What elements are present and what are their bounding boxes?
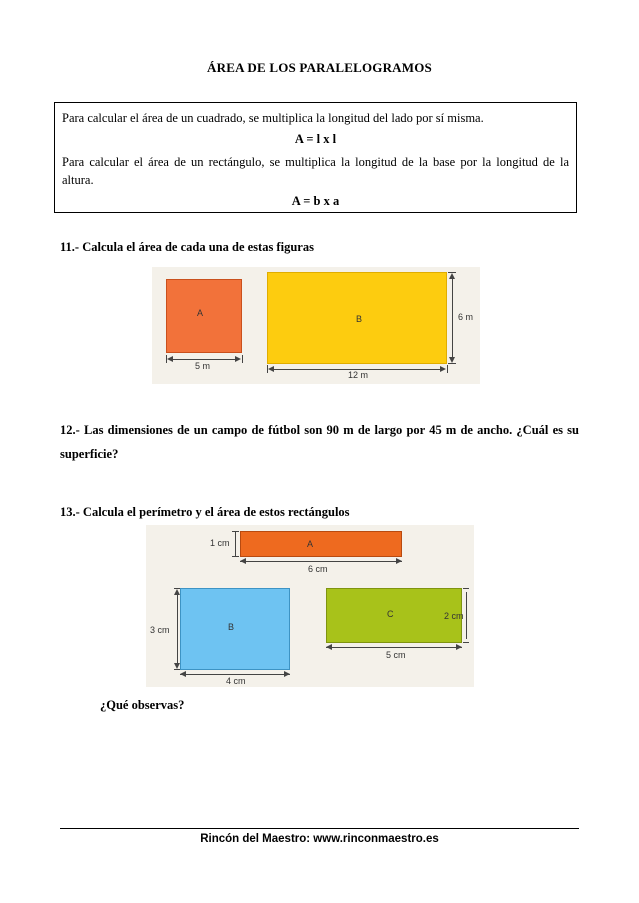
square-a-width-line	[170, 359, 238, 360]
rectangle-rule-text-line1: Para calcular el área de un rectángulo, se multiplica la longitud de la base por la longitud de la	[62, 155, 569, 169]
arrow-left	[167, 356, 173, 362]
square-rule-text: Para calcular el área de un cuadrado, se multiplica la longitud del lado por sí misma.	[62, 111, 484, 125]
rectangle-a-height-label: 1 cm	[210, 538, 230, 548]
tick	[463, 642, 469, 643]
square-a	[166, 279, 242, 353]
exercise-13-figure	[146, 525, 474, 687]
rectangle-b-width-label: 4 cm	[226, 676, 246, 686]
exercise-12-question-line2: superficie?	[60, 447, 119, 461]
rectangle-a-width-label: 6 cm	[308, 564, 328, 574]
square-a-label: A	[197, 308, 204, 318]
tick	[463, 588, 469, 589]
footer-divider	[60, 828, 579, 829]
exercise-12-question	[60, 418, 579, 466]
page-title: ÁREA DE LOS PARALELOGRAMOS	[207, 60, 432, 75]
square-formula: A = l x l	[294, 132, 337, 146]
square-a-width-label: 5 m	[195, 361, 211, 371]
rectangle-c-label: C	[387, 609, 394, 619]
rectangle-b-label: B	[228, 622, 235, 632]
arrow-right	[440, 366, 446, 372]
observation-question: ¿Qué observas?	[100, 698, 185, 712]
rectangle-b-height-line	[177, 592, 178, 666]
arrow-right	[456, 644, 462, 650]
rectangle-b	[267, 272, 447, 364]
rectangle-a-width-line	[240, 561, 402, 562]
rectangle-a-label: A	[307, 539, 314, 549]
exercise-12-question-line1: 12.- Las dimensiones de un campo de fútbol son 90 m de largo por 45 m de ancho. ¿Cuál es su	[60, 423, 579, 437]
rectangle-b-height-label: 3 cm	[150, 625, 170, 635]
tick	[242, 355, 243, 363]
tick	[447, 365, 448, 373]
rectangle-a	[240, 531, 402, 557]
arrow-right	[284, 671, 290, 677]
rectangle-c	[326, 588, 462, 643]
tick	[174, 669, 180, 670]
arrow-left	[180, 671, 186, 677]
exercise-11-figure	[152, 267, 480, 384]
arrow-right	[235, 356, 241, 362]
arrow-down	[174, 663, 180, 669]
rectangle-c-width-line	[326, 647, 462, 648]
exercise-11-question: 11.- Calcula el área de cada una de estas figuras	[60, 240, 314, 254]
arrow-left	[268, 366, 274, 372]
rectangle-b-width-label: 12 m	[348, 370, 369, 380]
rectangle-c-height-label: 2 cm	[444, 611, 464, 621]
arrow-left	[240, 558, 246, 564]
exercise-13-question: 13.- Calcula el perímetro y el área de estos rectángulos	[60, 505, 350, 519]
rectangle-a-height-line	[235, 532, 236, 556]
arrow-down	[449, 357, 455, 363]
tick	[232, 556, 239, 557]
arrow-up	[174, 589, 180, 595]
rectangle-c-width-label: 5 cm	[386, 650, 406, 660]
rectangle-formula: A = b x a	[291, 194, 340, 208]
formula-box	[54, 102, 577, 213]
footer-text: Rincón del Maestro: www.rinconmaestro.es	[200, 833, 439, 845]
rectangle-b	[180, 588, 290, 670]
arrow-up	[449, 273, 455, 279]
rectangle-b-label: B	[356, 314, 363, 324]
arrow-left	[326, 644, 332, 650]
rectangle-b-height-label: 6 m	[458, 312, 474, 322]
rectangle-b-width-line	[180, 674, 290, 675]
arrow-right	[396, 558, 402, 564]
rectangle-rule-text-line2: altura.	[62, 173, 94, 187]
rectangle-c-height-line	[466, 592, 467, 639]
tick	[448, 363, 456, 364]
rectangle-b-height-line	[452, 276, 453, 360]
